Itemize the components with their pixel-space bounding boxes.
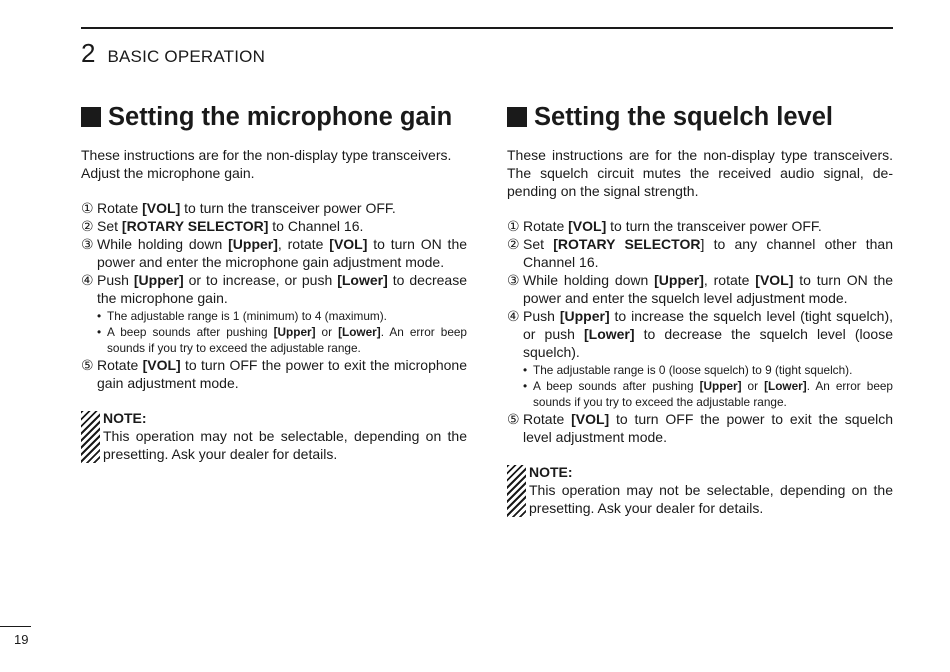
note-hatch-icon — [81, 411, 100, 463]
step-number: ④ — [507, 308, 520, 324]
key-label: [Upper] — [133, 272, 184, 288]
section-heading — [81, 100, 467, 134]
chapter-title: BASIC OPERATION — [107, 47, 266, 66]
bullet-dot-icon: • — [523, 363, 528, 377]
note-box — [81, 409, 467, 463]
key-label: [VOL] — [568, 218, 607, 234]
section-heading-text: Setting the microphone gain — [108, 103, 453, 131]
intro-line: These instructions are for the non-display type transceivers. — [81, 147, 452, 163]
step-text: , rotate — [703, 272, 756, 288]
bullet-dot-icon: • — [523, 379, 528, 393]
square-bullet-icon — [507, 107, 527, 127]
step-text: While holding down — [97, 236, 229, 252]
step-text: to turn ON the power and enter the microphone gain adjustment mode. — [97, 236, 468, 270]
note-title: NOTE: — [529, 464, 573, 480]
bullet-item — [97, 324, 467, 356]
step-3 — [81, 235, 467, 271]
bullet-text: The adjustable range is 1 (minimum) to 4 (maximum). — [107, 309, 387, 323]
step-number: ① — [81, 200, 94, 216]
step-text: Set — [523, 236, 554, 252]
square-bullet-icon — [81, 107, 101, 127]
section-heading — [507, 100, 893, 134]
step-text: Rotate — [523, 411, 572, 427]
step-text: to decrease the microphone gain. — [97, 272, 467, 306]
note-body: This operation may not be selectable, depending on the presetting. Ask your dealer for details. — [103, 428, 467, 462]
step-text: to turn OFF the power to exit the microphone gain adjustment mode. — [97, 357, 468, 391]
bullet-dot-icon: • — [97, 325, 102, 339]
key-label: [ROTARY SELECTOR — [553, 236, 701, 252]
step-5 — [81, 356, 467, 392]
step-text: to turn the transceiver power OFF. — [606, 218, 822, 234]
key-label: [Upper] — [273, 325, 316, 339]
key-label: [VOL] — [571, 411, 610, 427]
step-text: ] to any channel other than Channel 16. — [523, 236, 894, 270]
note-hatch-icon — [507, 465, 526, 517]
step-2 — [507, 235, 893, 271]
bullet-dot-icon: • — [97, 309, 102, 323]
step-text: Set — [97, 218, 122, 234]
step-4 — [507, 307, 893, 361]
step-5 — [507, 410, 893, 446]
step-2 — [81, 217, 467, 235]
key-label: [ROTARY SELECTOR] — [121, 218, 269, 234]
header-rule — [81, 27, 893, 29]
step-text: to increase the squelch level (tight squelch), or push — [523, 308, 893, 342]
step-number: ① — [507, 218, 520, 234]
step-text: Rotate — [523, 218, 569, 234]
step-text: While holding down — [523, 272, 655, 288]
note-body: This operation may not be selectable, depending on the presetting. Ask your dealer for details. — [529, 482, 893, 516]
intro-line: These instructions are for the non-display type transceivers. The squelch circuit mutes the received audio signal, de-pending on the signal strength. — [507, 147, 893, 199]
key-label: [Lower] — [338, 325, 381, 339]
section-squelch-level — [507, 100, 893, 517]
steps-list — [507, 217, 893, 446]
bullet-list — [81, 308, 467, 356]
step-text: Push — [97, 272, 134, 288]
note-box — [507, 463, 893, 517]
key-label: [Lower] — [583, 326, 635, 342]
key-label: [VOL] — [142, 200, 181, 216]
bullet-item — [523, 378, 893, 410]
intro — [81, 146, 467, 182]
chapter-number: 2 — [81, 38, 96, 68]
step-text: to turn the transceiver power OFF. — [180, 200, 396, 216]
bullet-text: . An error beep sounds if you try to exceed the adjustable range. — [107, 325, 467, 355]
key-label: [Upper] — [654, 272, 704, 288]
section-microphone-gain — [81, 100, 467, 463]
section-heading-text: Setting the squelch level — [534, 103, 833, 131]
step-text: Rotate — [97, 200, 143, 216]
key-label: [Upper] — [699, 379, 742, 393]
bullet-item — [97, 308, 467, 324]
step-text: to turn OFF the power to exit the squelch level adjustment mode. — [523, 411, 893, 445]
bullet-text: A beep sounds after pushing — [533, 379, 700, 393]
key-label: [Upper] — [228, 236, 278, 252]
step-number: ② — [81, 218, 94, 234]
bullet-list — [507, 362, 893, 410]
intro-line: Adjust the microphone gain. — [81, 165, 255, 181]
key-label: [VOL] — [755, 272, 794, 288]
key-label: [VOL] — [329, 236, 368, 252]
key-label: [VOL] — [142, 357, 181, 373]
bullet-text: The adjustable range is 0 (loose squelch) to 9 (tight squelch). — [533, 363, 853, 377]
step-number: ⑤ — [507, 411, 520, 427]
note-title: NOTE: — [103, 410, 147, 426]
key-label: [Upper] — [559, 308, 610, 324]
bullet-text: or — [741, 379, 765, 393]
step-text: Rotate — [97, 357, 143, 373]
bullet-text: . An error beep sounds if you try to exceed the adjustable range. — [533, 379, 893, 409]
step-1 — [507, 217, 893, 235]
page-number: 19 — [14, 632, 29, 647]
step-number: ② — [507, 236, 520, 252]
steps-list — [81, 199, 467, 392]
bullet-text: or — [315, 325, 339, 339]
step-text: to Channel 16. — [268, 218, 364, 234]
step-3 — [507, 271, 893, 307]
step-number: ③ — [81, 236, 94, 252]
step-text: to turn ON the power and enter the squelch level adjustment mode. — [523, 272, 894, 306]
key-label: [Lower] — [764, 379, 807, 393]
page-number-rule — [0, 626, 31, 627]
bullet-text: A beep sounds after pushing — [107, 325, 274, 339]
step-1 — [81, 199, 467, 217]
key-label: [Lower] — [337, 272, 388, 288]
step-number: ③ — [507, 272, 520, 288]
chapter-header — [81, 38, 265, 69]
step-text: to decrease the squelch level (loose squelch). — [523, 326, 893, 360]
step-number: ④ — [81, 272, 94, 288]
intro — [507, 146, 893, 200]
step-text: Push — [523, 308, 560, 324]
step-text: or to increase, or push — [183, 272, 338, 288]
step-text: , rotate — [277, 236, 330, 252]
step-4 — [81, 271, 467, 307]
bullet-item — [523, 362, 893, 378]
step-number: ⑤ — [81, 357, 94, 373]
